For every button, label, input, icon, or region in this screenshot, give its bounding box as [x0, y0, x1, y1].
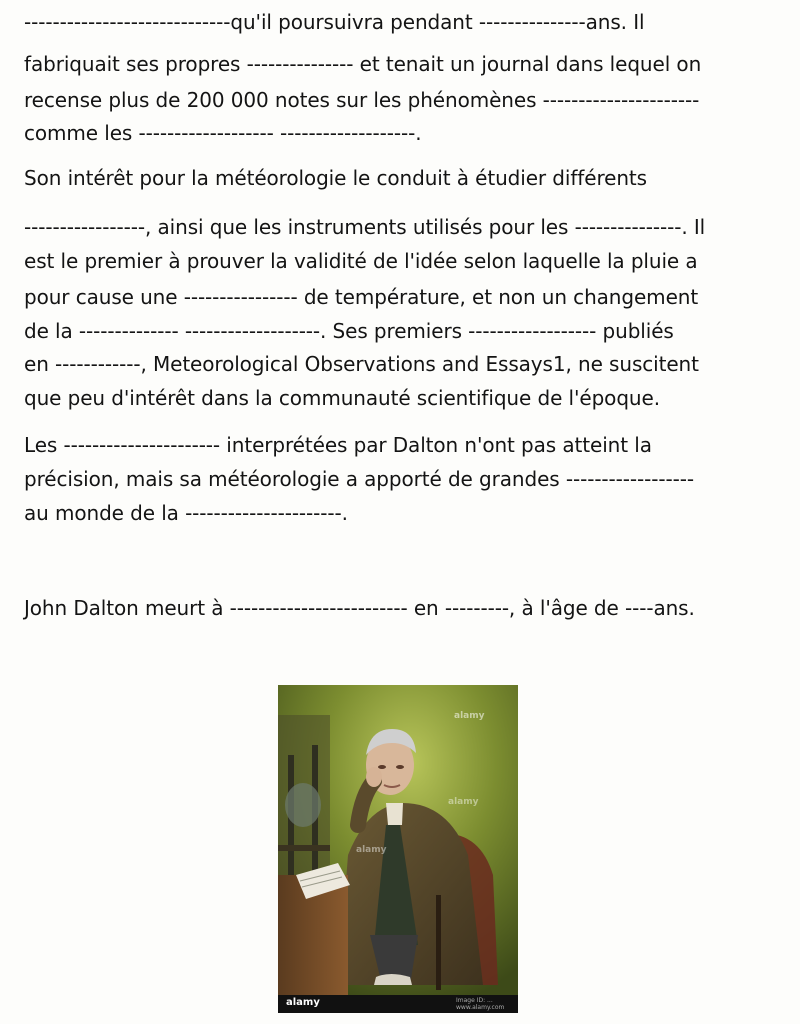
footer-caption: Image ID: ... www.alamy.com [456, 997, 505, 1011]
text-line-9: de la -------------- -------------------. Ses premiers ------------------ publiés [24, 319, 674, 343]
text-line-6: -----------------, ainsi que les instruments utilisés pour les ---------------. Il [24, 215, 706, 239]
text-line-10: en ------------, Meteorological Observations and Essays1, ne suscitent [24, 352, 699, 376]
text-line-13: précision, mais sa météorologie a apporté de grandes ------------------ [24, 467, 694, 491]
watermark-logo: alamy [454, 711, 485, 721]
portrait-drawing [278, 685, 518, 1013]
text-line-3: recense plus de 200 000 notes sur les phénomènes ---------------------- [24, 88, 700, 112]
text-line-15: John Dalton meurt à ------------------------- en ---------, à l'âge de ----ans. [24, 596, 695, 620]
footer-logo: alamy [286, 997, 320, 1008]
watermark-logo-2: alamy [356, 845, 387, 855]
text-line-5: Son intérêt pour la météorologie le conduit à étudier différents [24, 166, 647, 190]
text-line-1: -----------------------------qu'il poursuivra pendant ---------------ans. Il [24, 10, 645, 34]
john-dalton-portrait [278, 685, 518, 1013]
watermark-logo-3: alamy [448, 797, 479, 807]
text-line-12: Les ---------------------- interprétées par Dalton n'ont pas atteint la [24, 433, 652, 457]
text-line-14: au monde de la ----------------------. [24, 501, 348, 525]
text-line-2: fabriquait ses propres --------------- et tenait un journal dans lequel on [24, 52, 702, 76]
text-line-4: comme les ------------------- -------------------. [24, 121, 422, 145]
text-line-11: que peu d'intérêt dans la communauté scientifique de l'époque. [24, 386, 660, 410]
text-line-7: est le premier à prouver la validité de l'idée selon laquelle la pluie a [24, 249, 698, 273]
text-line-8: pour cause une ---------------- de température, et non un changement [24, 285, 699, 309]
